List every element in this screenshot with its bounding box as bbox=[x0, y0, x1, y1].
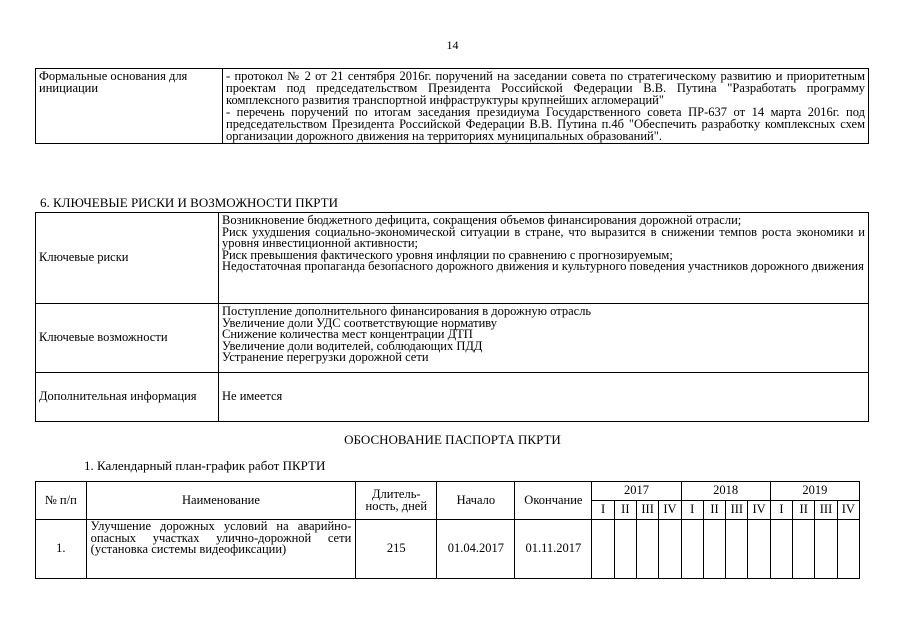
row-start: 01.04.2017 bbox=[437, 520, 515, 579]
section-6-title: 6. КЛЮЧЕВЫЕ РИСКИ И ВОЗМОЖНОСТИ ПКРТИ bbox=[40, 195, 338, 210]
opportunities-row bbox=[36, 304, 869, 373]
year-header: 2018 bbox=[681, 482, 770, 501]
quarter-cell bbox=[592, 520, 614, 579]
row-end: 01.11.2017 bbox=[515, 520, 592, 579]
quarter-header: IV bbox=[659, 501, 681, 520]
header-start: Начало bbox=[437, 482, 515, 520]
quarter-header: I bbox=[592, 501, 614, 520]
quarter-cell bbox=[837, 520, 859, 579]
row-name: Улучшение дорожных условий на аварийно-опасных участках улично-дорожной сети (установка системы видеофиксации) bbox=[86, 520, 356, 579]
year-header: 2017 bbox=[592, 482, 681, 501]
header-end: Окончание bbox=[515, 482, 592, 520]
header-name: Наименование bbox=[86, 482, 356, 520]
quarter-cell bbox=[748, 520, 770, 579]
quarter-header: II bbox=[703, 501, 725, 520]
calendar-title: 1. Календарный план-график работ ПКРТИ bbox=[84, 458, 326, 473]
header-num: № п/п bbox=[36, 482, 87, 520]
quarter-cell bbox=[636, 520, 658, 579]
page-number: 14 bbox=[446, 38, 459, 52]
quarter-cell bbox=[703, 520, 725, 579]
quarter-cell bbox=[815, 520, 837, 579]
additional-info-text: Не имеется bbox=[219, 373, 869, 422]
quarter-cell bbox=[793, 520, 815, 579]
year-header: 2019 bbox=[770, 482, 859, 501]
row-duration: 215 bbox=[356, 520, 437, 579]
quarter-header: II bbox=[614, 501, 636, 520]
row-num: 1. bbox=[36, 520, 87, 579]
quarter-header: I bbox=[681, 501, 703, 520]
passport-title: ОБОСНОВАНИЕ ПАСПОРТА ПКРТИ bbox=[344, 432, 561, 447]
quarter-header: III bbox=[636, 501, 658, 520]
risks-row bbox=[36, 213, 869, 304]
quarter-cell bbox=[770, 520, 792, 579]
calendar-table bbox=[35, 481, 860, 579]
quarter-cell bbox=[726, 520, 748, 579]
risks-label: Ключевые риски bbox=[36, 213, 219, 304]
quarter-header: III bbox=[815, 501, 837, 520]
risks-table bbox=[35, 212, 869, 422]
opportunities-label: Ключевые возможности bbox=[36, 304, 219, 373]
risks-text: Возникновение бюджетного дефицита, сокращения объемов финансирования дорожной отрасли; Риск ухудшения социально-экономической ситуации в стране, что выразится в снижении темпов роста экономики и уровня инвестиционной активности; Риск превышения фактического уровня инфляции по сравнению с прогнозируемым; Недостаточная пропаганда безопасного дорожного движения и культурного поведения участников дорожного движения bbox=[219, 213, 869, 304]
quarter-cell bbox=[681, 520, 703, 579]
quarter-cell bbox=[659, 520, 681, 579]
quarter-cell bbox=[614, 520, 636, 579]
additional-info-row bbox=[36, 373, 869, 422]
additional-info-label: Дополнительная информация bbox=[36, 373, 219, 422]
initiation-text: - протокол № 2 от 21 сентября 2016г. поручений на заседании совета по стратегическому развитию и приоритетным проектам под председательством Президента Российской Федерации В.В. Путина "Разработать программу комплексного развития транспортной инфраструктуры крупнейших агломераций" - перечень поручений по итогам заседания президиума Государственного совета ПР-637 от 14 марта 2016г. под председательством Президента Российской Федерации В.В. Путина п.4б "Обеспечить разработку комплексных схем организации дорожного движения на территориях муниципальных образований". bbox=[223, 69, 869, 144]
initiation-table bbox=[35, 68, 869, 144]
quarter-header: III bbox=[726, 501, 748, 520]
initiation-label: Формальные основания для инициации bbox=[36, 69, 223, 144]
quarter-header: IV bbox=[837, 501, 859, 520]
calendar-header-row bbox=[36, 482, 860, 501]
quarter-header: II bbox=[793, 501, 815, 520]
table-row bbox=[36, 520, 860, 579]
quarter-header: IV bbox=[748, 501, 770, 520]
initiation-row bbox=[36, 69, 869, 144]
quarter-header: I bbox=[770, 501, 792, 520]
opportunities-text: Поступление дополнительного финансирования в дорожную отрасль Увеличение доли УДС соответствующие нормативу Снижение количества мест концентрации ДТП Увеличение доли водителей, соблюдающих ПДД Устранение перегрузки дорожной сети bbox=[219, 304, 869, 373]
header-duration: Длитель-ность, дней bbox=[356, 482, 437, 520]
